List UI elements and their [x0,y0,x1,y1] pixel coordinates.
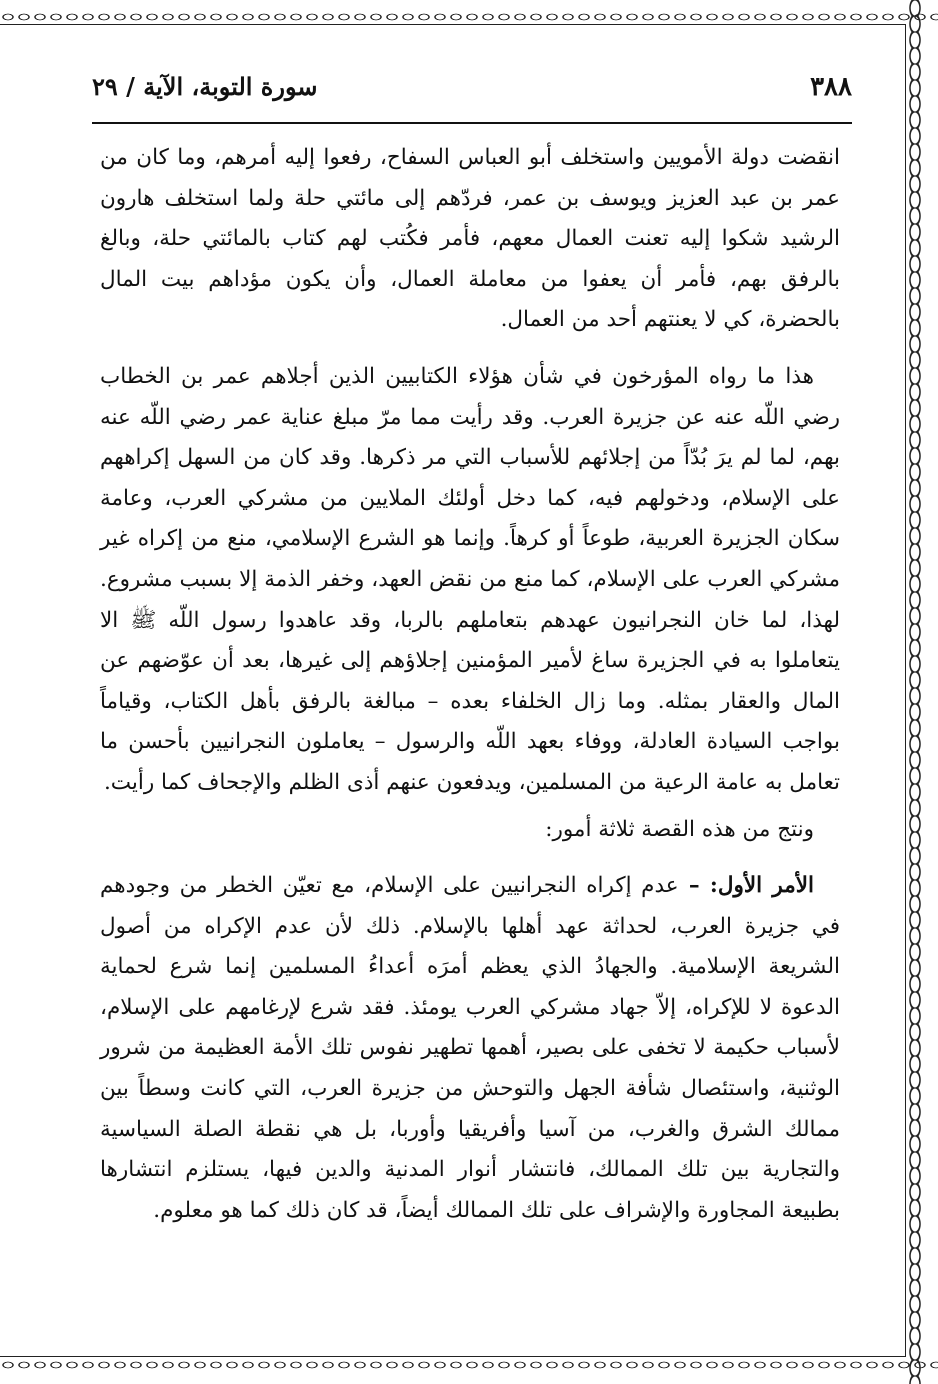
paragraph-4 [100,866,840,1231]
border-rule-top [0,24,905,25]
running-title: سورة التوبة، الآية / ٢٩ [92,72,318,101]
paragraph-2: هذا ما رواه المؤرخون في شأن هؤلاء الكتابيين الذين أجلاهم عمر بن الخطاب رضي اللّه عنه عن جزيرة العرب. وقد رأيت مما مرّ مبلغ عناية عمر رضي اللّه عنه بهم، لما لم يرَ بُدّاً من إجلائهم للأسباب التي مر ذكرها. وقد كان من السهل إكراههم على الإسلام، ودخولهم فيه، كما دخل أولئك الملايين من مشركي العرب، وعامة سكان الجزيرة العربية، طوعاً أو كرهاً. وإنما هو الشرع الإسلامي، منع من إكراه غير مشركي العرب على الإسلام، كما منع من نقض العهد، وخفر الذمة إلا بسبب مشروع. لهذا، لما خان النجرانيون عهدهم بتعاملهم بالربا، وقد عاهدوا رسول اللّه ﷺ الا يتعاملوا به في الجزيرة ساغ لأمير المؤمنين إجلاؤهم إلى غيرها، بعد أن عوّضهم عن المال والعقار بمثله. وما زال الخلفاء بعده – مبالغة بالرفق بأهل الكتاب، وقياماً بواجب السيادة العادلة، ووفاء بعهد اللّه والرسول – يعاملون النجرانيين بأحسن ما تعامل به عامة الرعية من المسلمين، ويدفعون عنهم أذى الظلم والإجحاف كما رأيت. [100,363,840,795]
border-rule-right [905,24,906,1357]
border-rule-bottom [0,1356,905,1357]
decorative-border-bottom [0,1358,938,1372]
first-point-label: الأمر الأول: – [678,873,814,899]
paragraph-1: انقضت دولة الأمويين واستخلف أبو العباس السفاح، رفعوا إليه أمرهم، وما كان من عمر بن عبد العزيز ويوسف بن عمر، فردّهم إلى مائتي حلة ولما استخلف هارون الرشيد شكوا إليه تعنت العمال معهم، فأمر فكُتب لهم كتاب بالمائتي حلة، وبالغ بالرفق بهم، فأمر أن يعفوا من معاملة العمال، وأن يكون مؤداهم بيت المال بالحضرة، كي لا يعنتهم أحد من العمال. [100,145,840,333]
header-rule [92,122,852,124]
decorative-border-right [908,0,922,1384]
page-header [92,72,852,120]
page-body [100,138,840,1231]
decorative-border-top [0,10,938,24]
page-number: ٣٨٨ [810,72,852,102]
first-point-text: عدم إكراه النجرانيين على الإسلام، مع تعيّن الخطر من وجودهم في جزيرة العرب، لحداثة عهد أهلها بالإسلام. ذلك لأن عدم الإكراه من أصول الشريعة الإسلامية. والجهادُ الذي يعظم أمرَه أعداءُ المسلمين إنما شرع لحماية الدعوة لا للإكراه، إلاّ جهاد مشركي العرب يومئذ. فقد شرع لإرغامهم على الإسلام، لأسباب حكيمة لا تخفى على بصير، أهمها تطهير نفوس تلك الأمة العظيمة من شرور الوثنية، واستئصال شأفة الجهل والتوحش من جزيرة العرب، التي كانت وسطاً بين ممالك الشرق والغرب، من آسيا وأفريقيا وأوربا، بل هي نقطة الصلة السياسية والتجارية بين تلك الممالك، فانتشار أنوار المدنية والدين فيها، يستلزم انتشارها بطبيعة المجاورة والإشراف على تلك الممالك أيضاً، قد كان ذلك كما هو معلوم. [100,873,840,1223]
paragraph-3: ونتج من هذه القصة ثلاثة أمور: [545,816,814,842]
